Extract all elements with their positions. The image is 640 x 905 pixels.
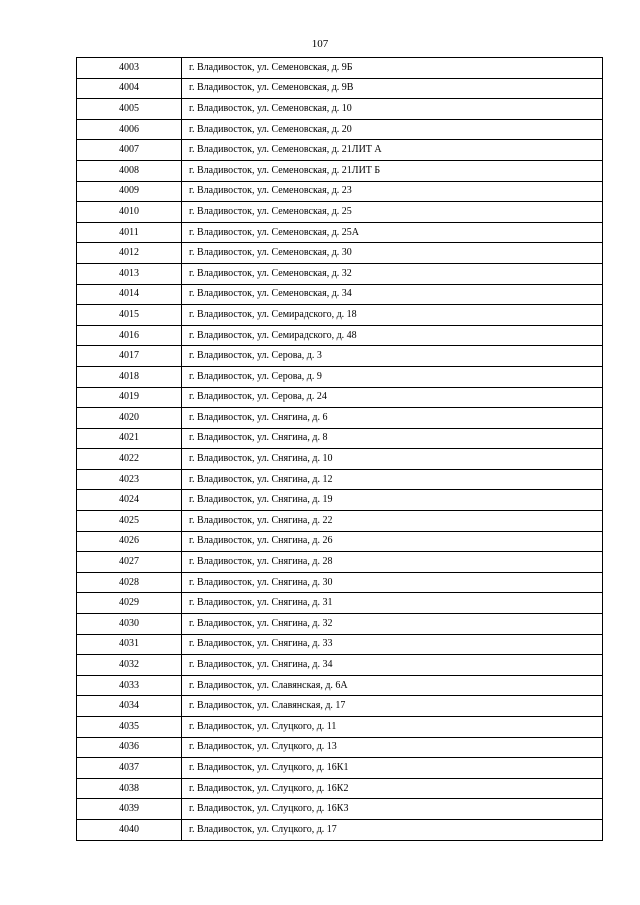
table-row: [77, 778, 603, 799]
address-cell: г. Владивосток, ул. Слуцкого, д. 13: [182, 737, 603, 758]
row-number-cell: 4024: [77, 490, 182, 511]
address-cell: г. Владивосток, ул. Семеновская, д. 23: [182, 181, 603, 202]
row-number-cell: 4035: [77, 717, 182, 738]
address-cell: г. Владивосток, ул. Семеновская, д. 30: [182, 243, 603, 264]
row-number-cell: 4005: [77, 99, 182, 120]
row-number-cell: 4017: [77, 346, 182, 367]
address-cell: г. Владивосток, ул. Семеновская, д. 9В: [182, 78, 603, 99]
row-number-cell: 4015: [77, 305, 182, 326]
row-number-cell: 4013: [77, 263, 182, 284]
row-number-cell: 4036: [77, 737, 182, 758]
address-cell: г. Владивосток, ул. Семеновская, д. 20: [182, 119, 603, 140]
table-row: [77, 593, 603, 614]
address-cell: г. Владивосток, ул. Славянская, д. 6А: [182, 675, 603, 696]
row-number-cell: 4003: [77, 58, 182, 79]
table-row: [77, 222, 603, 243]
table-row: [77, 717, 603, 738]
row-number-cell: 4018: [77, 366, 182, 387]
table-row: [77, 737, 603, 758]
address-cell: г. Владивосток, ул. Снягина, д. 30: [182, 572, 603, 593]
row-number-cell: 4031: [77, 634, 182, 655]
table-row: [77, 552, 603, 573]
row-number-cell: 4019: [77, 387, 182, 408]
table-row: [77, 387, 603, 408]
address-cell: г. Владивосток, ул. Серова, д. 9: [182, 366, 603, 387]
table-row: [77, 490, 603, 511]
row-number-cell: 4020: [77, 408, 182, 429]
row-number-cell: 4040: [77, 819, 182, 840]
row-number-cell: 4012: [77, 243, 182, 264]
row-number-cell: 4014: [77, 284, 182, 305]
table-row: [77, 758, 603, 779]
address-cell: г. Владивосток, ул. Серова, д. 3: [182, 346, 603, 367]
address-cell: г. Владивосток, ул. Семирадского, д. 18: [182, 305, 603, 326]
address-cell: г. Владивосток, ул. Славянская, д. 17: [182, 696, 603, 717]
address-cell: г. Владивосток, ул. Семирадского, д. 48: [182, 325, 603, 346]
address-cell: г. Владивосток, ул. Снягина, д. 32: [182, 614, 603, 635]
row-number-cell: 4038: [77, 778, 182, 799]
table-row: [77, 202, 603, 223]
address-cell: г. Владивосток, ул. Слуцкого, д. 16К1: [182, 758, 603, 779]
address-cell: г. Владивосток, ул. Снягина, д. 6: [182, 408, 603, 429]
table-row: [77, 140, 603, 161]
address-cell: г. Владивосток, ул. Снягина, д. 34: [182, 655, 603, 676]
row-number-cell: 4033: [77, 675, 182, 696]
address-table-body: [77, 58, 603, 841]
address-cell: г. Владивосток, ул. Семеновская, д. 21ЛИТ Б: [182, 160, 603, 181]
row-number-cell: 4027: [77, 552, 182, 573]
address-cell: г. Владивосток, ул. Семеновская, д. 10: [182, 99, 603, 120]
address-cell: г. Владивосток, ул. Снягина, д. 10: [182, 449, 603, 470]
row-number-cell: 4032: [77, 655, 182, 676]
row-number-cell: 4021: [77, 428, 182, 449]
row-number-cell: 4022: [77, 449, 182, 470]
address-cell: г. Владивосток, ул. Снягина, д. 33: [182, 634, 603, 655]
table-row: [77, 655, 603, 676]
row-number-cell: 4026: [77, 531, 182, 552]
row-number-cell: 4009: [77, 181, 182, 202]
table-row: [77, 696, 603, 717]
table-row: [77, 634, 603, 655]
row-number-cell: 4030: [77, 614, 182, 635]
row-number-cell: 4034: [77, 696, 182, 717]
row-number-cell: 4006: [77, 119, 182, 140]
table-row: [77, 119, 603, 140]
address-cell: г. Владивосток, ул. Слуцкого, д. 16К3: [182, 799, 603, 820]
address-cell: г. Владивосток, ул. Снягина, д. 19: [182, 490, 603, 511]
table-row: [77, 160, 603, 181]
address-cell: г. Владивосток, ул. Снягина, д. 31: [182, 593, 603, 614]
row-number-cell: 4025: [77, 511, 182, 532]
address-cell: г. Владивосток, ул. Семеновская, д. 9Б: [182, 58, 603, 79]
address-cell: г. Владивосток, ул. Семеновская, д. 25А: [182, 222, 603, 243]
address-cell: г. Владивосток, ул. Семеновская, д. 21ЛИТ А: [182, 140, 603, 161]
table-row: [77, 614, 603, 635]
table-row: [77, 99, 603, 120]
address-cell: г. Владивосток, ул. Серова, д. 24: [182, 387, 603, 408]
row-number-cell: 4016: [77, 325, 182, 346]
table-row: [77, 469, 603, 490]
table-row: [77, 819, 603, 840]
row-number-cell: 4029: [77, 593, 182, 614]
address-cell: г. Владивосток, ул. Снягина, д. 28: [182, 552, 603, 573]
table-row: [77, 449, 603, 470]
address-cell: г. Владивосток, ул. Семеновская, д. 32: [182, 263, 603, 284]
table-row: [77, 346, 603, 367]
page-number: 107: [311, 38, 329, 50]
row-number-cell: 4028: [77, 572, 182, 593]
row-number-cell: 4010: [77, 202, 182, 223]
address-cell: г. Владивосток, ул. Снягина, д. 8: [182, 428, 603, 449]
table-row: [77, 511, 603, 532]
address-cell: г. Владивосток, ул. Снягина, д. 22: [182, 511, 603, 532]
table-row: [77, 243, 603, 264]
table-row: [77, 675, 603, 696]
row-number-cell: 4039: [77, 799, 182, 820]
table-row: [77, 572, 603, 593]
table-row: [77, 408, 603, 429]
row-number-cell: 4011: [77, 222, 182, 243]
table-row: [77, 531, 603, 552]
table-row: [77, 305, 603, 326]
table-row: [77, 263, 603, 284]
address-cell: г. Владивосток, ул. Семеновская, д. 34: [182, 284, 603, 305]
table-row: [77, 366, 603, 387]
address-table: [76, 57, 603, 841]
table-row: [77, 799, 603, 820]
table-row: [77, 78, 603, 99]
row-number-cell: 4037: [77, 758, 182, 779]
address-cell: г. Владивосток, ул. Семеновская, д. 25: [182, 202, 603, 223]
address-cell: г. Владивосток, ул. Слуцкого, д. 16К2: [182, 778, 603, 799]
address-cell: г. Владивосток, ул. Снягина, д. 12: [182, 469, 603, 490]
row-number-cell: 4023: [77, 469, 182, 490]
table-row: [77, 181, 603, 202]
address-cell: г. Владивосток, ул. Снягина, д. 26: [182, 531, 603, 552]
row-number-cell: 4008: [77, 160, 182, 181]
row-number-cell: 4004: [77, 78, 182, 99]
address-cell: г. Владивосток, ул. Слуцкого, д. 11: [182, 717, 603, 738]
address-cell: г. Владивосток, ул. Слуцкого, д. 17: [182, 819, 603, 840]
table-row: [77, 58, 603, 79]
table-row: [77, 284, 603, 305]
table-row: [77, 428, 603, 449]
row-number-cell: 4007: [77, 140, 182, 161]
table-row: [77, 325, 603, 346]
